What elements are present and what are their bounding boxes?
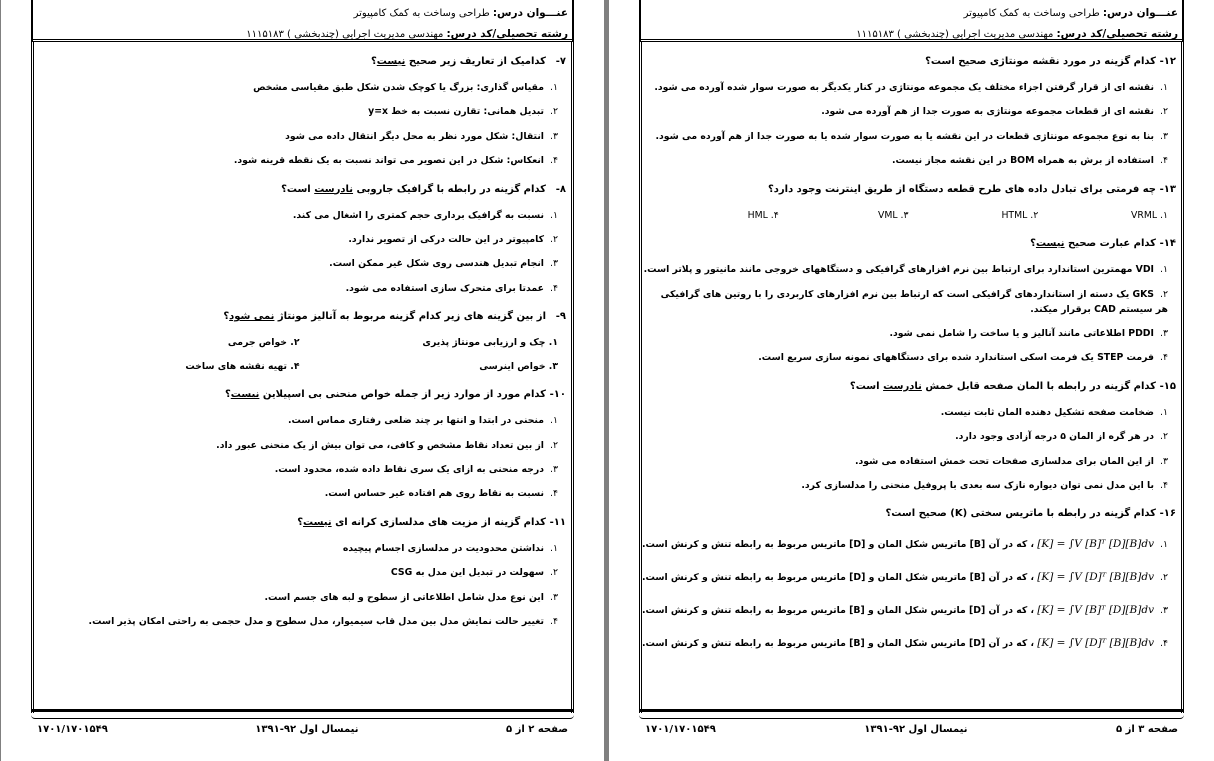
course-title: طراحی وساخت به کمک کامپیوتر: [353, 8, 490, 19]
course-label: عنـــوان درس:: [492, 7, 568, 19]
option: ۴.نسبت به نقاط روی هم افتاده غیر حساس است.: [324, 488, 558, 500]
page-footer: [645, 724, 1178, 735]
page-header: [645, 3, 1178, 45]
option: ۱.نسبت به گرافیک برداری حجم کمتری را اشغال می کند.: [292, 209, 558, 221]
field-value: مهندسی مدیریت اجرایی (چندبخشی ) ۱۱۱۵۱۸۳: [856, 29, 1054, 40]
option-row: [41, 355, 566, 379]
option: ۱.مقیاس گذاری: بزرگ یا کوچک شدن شکل طبق مقیاسی مشخص: [253, 82, 558, 93]
page-number: صفحه ۲ از ۵: [506, 724, 568, 735]
question-16: ۱۶-کدام گزینه در رابطه با ماتریس سختی (K) صحیح است؟: [885, 508, 1176, 520]
term-label: نیمسال اول ۹۲-۱۳۹۱: [864, 724, 968, 735]
option: ۴.[K] = ∫V [D]ᵀ [B][B]dv ، که در آن [D] ماتریس شکل المان و [B] ماتریس مربوط به رابطه تنش و کرنش است.: [641, 637, 1168, 650]
question-15: ۱۵-کدام گزینه در رابطه با المان صفحه قابل خمش نادرست است؟: [849, 380, 1176, 392]
questions-list: [41, 52, 566, 635]
page-header: [37, 3, 568, 45]
option: ۳.PDDI اطلاعاتی مانند آنالیز و یا ساخت را شامل نمی شود.: [889, 328, 1168, 340]
option: ۲.[K] = ∫V [D]ᵀ [B][B]dv ، که در آن [B] ماتریس شکل المان و [D] ماتریس مربوط به رابطه تنش و کرنش است.: [641, 571, 1168, 584]
option: ۴. تهیه نقشه های ساخت: [185, 361, 300, 373]
option: ۴. HML: [747, 209, 779, 221]
option: ۱. چک و ارزیابی مونتاژ پذیری: [422, 337, 558, 349]
option: ۳.[K] = ∫V [B]ᵀ [D][B]dv ، که در آن [D] ماتریس شکل المان و [B] ماتریس مربوط به رابطه تنش و کرنش است.: [641, 604, 1168, 617]
option: ۲.سهولت در تبدیل این مدل به CSG: [390, 567, 558, 579]
field-label: رشته تحصیلی/کد درس:: [446, 28, 568, 40]
option: ۳.انجام تبدیل هندسی روی شکل غیر ممکن است.: [329, 258, 558, 270]
question-14: ۱۴-کدام عبارت صحیح نیست؟: [1030, 237, 1176, 249]
option: ۳.انتقال: شکل مورد نظر به محل دیگر انتقال داده می شود: [285, 130, 558, 142]
exam-code: ۱۷۰۱/۱۷۰۱۵۴۹: [645, 724, 716, 735]
question-13: ۱۳-چه فرمتی برای تبادل داده های طرح قطعه دستگاه از طریق اینترنت وجود دارد؟: [767, 183, 1176, 195]
option: ۱. VRML: [1131, 209, 1168, 221]
option: ۴.فرمت STEP یک فرمت اسکی استاندارد شده برای دستگاههای نمونه سازی سریع است.: [758, 352, 1168, 364]
option: ۱.ضخامت صفحه تشکیل دهنده المان ثابت نیست.: [940, 406, 1168, 418]
option: ۲. HTML: [1001, 209, 1039, 221]
option: ۲.در هر گره از المان ۵ درجه آزادی وجود دارد.: [955, 431, 1168, 443]
option: ۲.نقشه ای از قطعات مجموعه مونتاژی به صورت جدا از هم آورده می شود.: [821, 106, 1168, 118]
option: ۴.انعکاس: شکل در این تصویر می تواند نسبت به یک نقطه قرینه شود.: [233, 155, 558, 167]
page-number: صفحه ۳ از ۵: [1116, 724, 1178, 735]
field-value: مهندسی مدیریت اجرایی (چندبخشی ) ۱۱۱۵۱۸۳: [246, 29, 444, 40]
exam-code: ۱۷۰۱/۱۷۰۱۵۴۹: [37, 724, 108, 735]
option: ۱.نداشتن محدودیت در مدلسازی اجسام پیچیده: [342, 542, 558, 554]
question-9: ۹-از بین گزینه های زیر کدام گزینه مربوط به آنالیز مونتاژ نمی شود؟: [223, 311, 566, 323]
option: ۴.استفاده از برش به همراه BOM در این نقشه مجاز نیست.: [892, 155, 1168, 167]
option: ۲.تبدیل همانی: تقارن نسبت به خط y=x: [368, 106, 558, 118]
option: ۲. خواص جرمی: [227, 337, 300, 349]
option: ۴.تغییر حالت نمایش مدل بین مدل قاب سیمیوار، مدل سطوح و مدل حجمی به راحتی امکان پذیر است.: [88, 616, 558, 628]
question-12: ۱۲-کدام گزینه در مورد نقشه مونتاژی صحیح است؟: [925, 56, 1176, 67]
option: ۱.[K] = ∫V [B]ᵀ [D][B]dv ، که در آن [B] ماتریس شکل المان و [D] ماتریس مربوط به رابطه تنش و کرنش است.: [641, 538, 1168, 551]
field-label: رشته تحصیلی/کد درس:: [1056, 28, 1178, 40]
option: ۱.منحنی در ابتدا و انتها بر چند ضلعی رفتاری مماس است.: [287, 415, 558, 427]
option: ۴.عمدتا برای متحرک سازی استفاده می شود.: [345, 282, 558, 294]
question-7: ۷-کدامیک از تعاریف زیر صحیح نیست؟: [370, 56, 566, 67]
option: ۳. خواص اینرسی: [479, 361, 558, 373]
option: ۲.از بین تعداد نقاط مشخص و کافی، می توان بیش از یک منحنی عبور داد.: [216, 439, 558, 451]
option: ۴.با این مدل نمی توان دیواره نازک سه بعدی با پروفیل منحنی را مدلسازی کرد.: [801, 480, 1168, 492]
term-label: نیمسال اول ۹۲-۱۳۹۱: [255, 724, 359, 735]
exam-page-2: [1, 0, 604, 761]
course-title: طراحی وساخت به کمک کامپیوتر: [963, 8, 1100, 19]
option: ۳. VML: [878, 209, 909, 221]
page-footer: [37, 724, 568, 735]
course-label: عنـــوان درس:: [1102, 7, 1178, 19]
option: ۳.درجه منحنی به ازای یک سری نقاط داده شده، محدود است.: [274, 464, 558, 476]
option: ۳.بنا به نوع مجموعه مونتاژی قطعات در این نقشه یا به صورت سوار شده یا به صورت جدا از هم آورده می شود.: [655, 130, 1168, 142]
question-10: ۱۰-کدام مورد از موارد زیر از جمله خواص منحنی بی اسپیلاین نیست؟: [224, 389, 566, 401]
option: ۳.این نوع مدل شامل اطلاعاتی از سطوح و لبه های جسم است.: [264, 591, 558, 603]
option: ۳.از این المان برای مدلسازی صفحات تحت خمش استفاده می شود.: [854, 455, 1168, 467]
option-row: [649, 204, 1176, 228]
option: ۲.GKS یک دسته از استانداردهای گرافیکی است که ارتباط بین نرم افزارهای کاربردی را با روتین های گرافیکی هر سیستم CAD برقرار میکند.: [660, 289, 1168, 316]
option-row: [41, 331, 566, 355]
option: ۱.VDI مهمترین استاندارد برای ارتباط بین نرم افزارهای گرافیکی و دستگاههای خروجی مانند مانیتور و پلاتر است.: [643, 263, 1168, 275]
question-11: ۱۱-کدام گزینه از مزیت های مدلسازی کرانه ای نیست؟: [297, 516, 566, 528]
option: ۲.کامپیوتر در این حالت درکی از تصویر ندارد.: [348, 234, 558, 246]
exam-page-3: [609, 0, 1214, 761]
option: ۱.نقشه ای از قرار گرفتن اجزاء مختلف یک مجموعه مونتاژی در کنار یکدیگر به صورت سوار شده آورده می شود.: [654, 82, 1168, 93]
question-8: ۸-کدام گزینه در رابطه با گرافیک جاروبی نادرست است؟: [281, 183, 566, 195]
questions-list: [641, 52, 1176, 660]
